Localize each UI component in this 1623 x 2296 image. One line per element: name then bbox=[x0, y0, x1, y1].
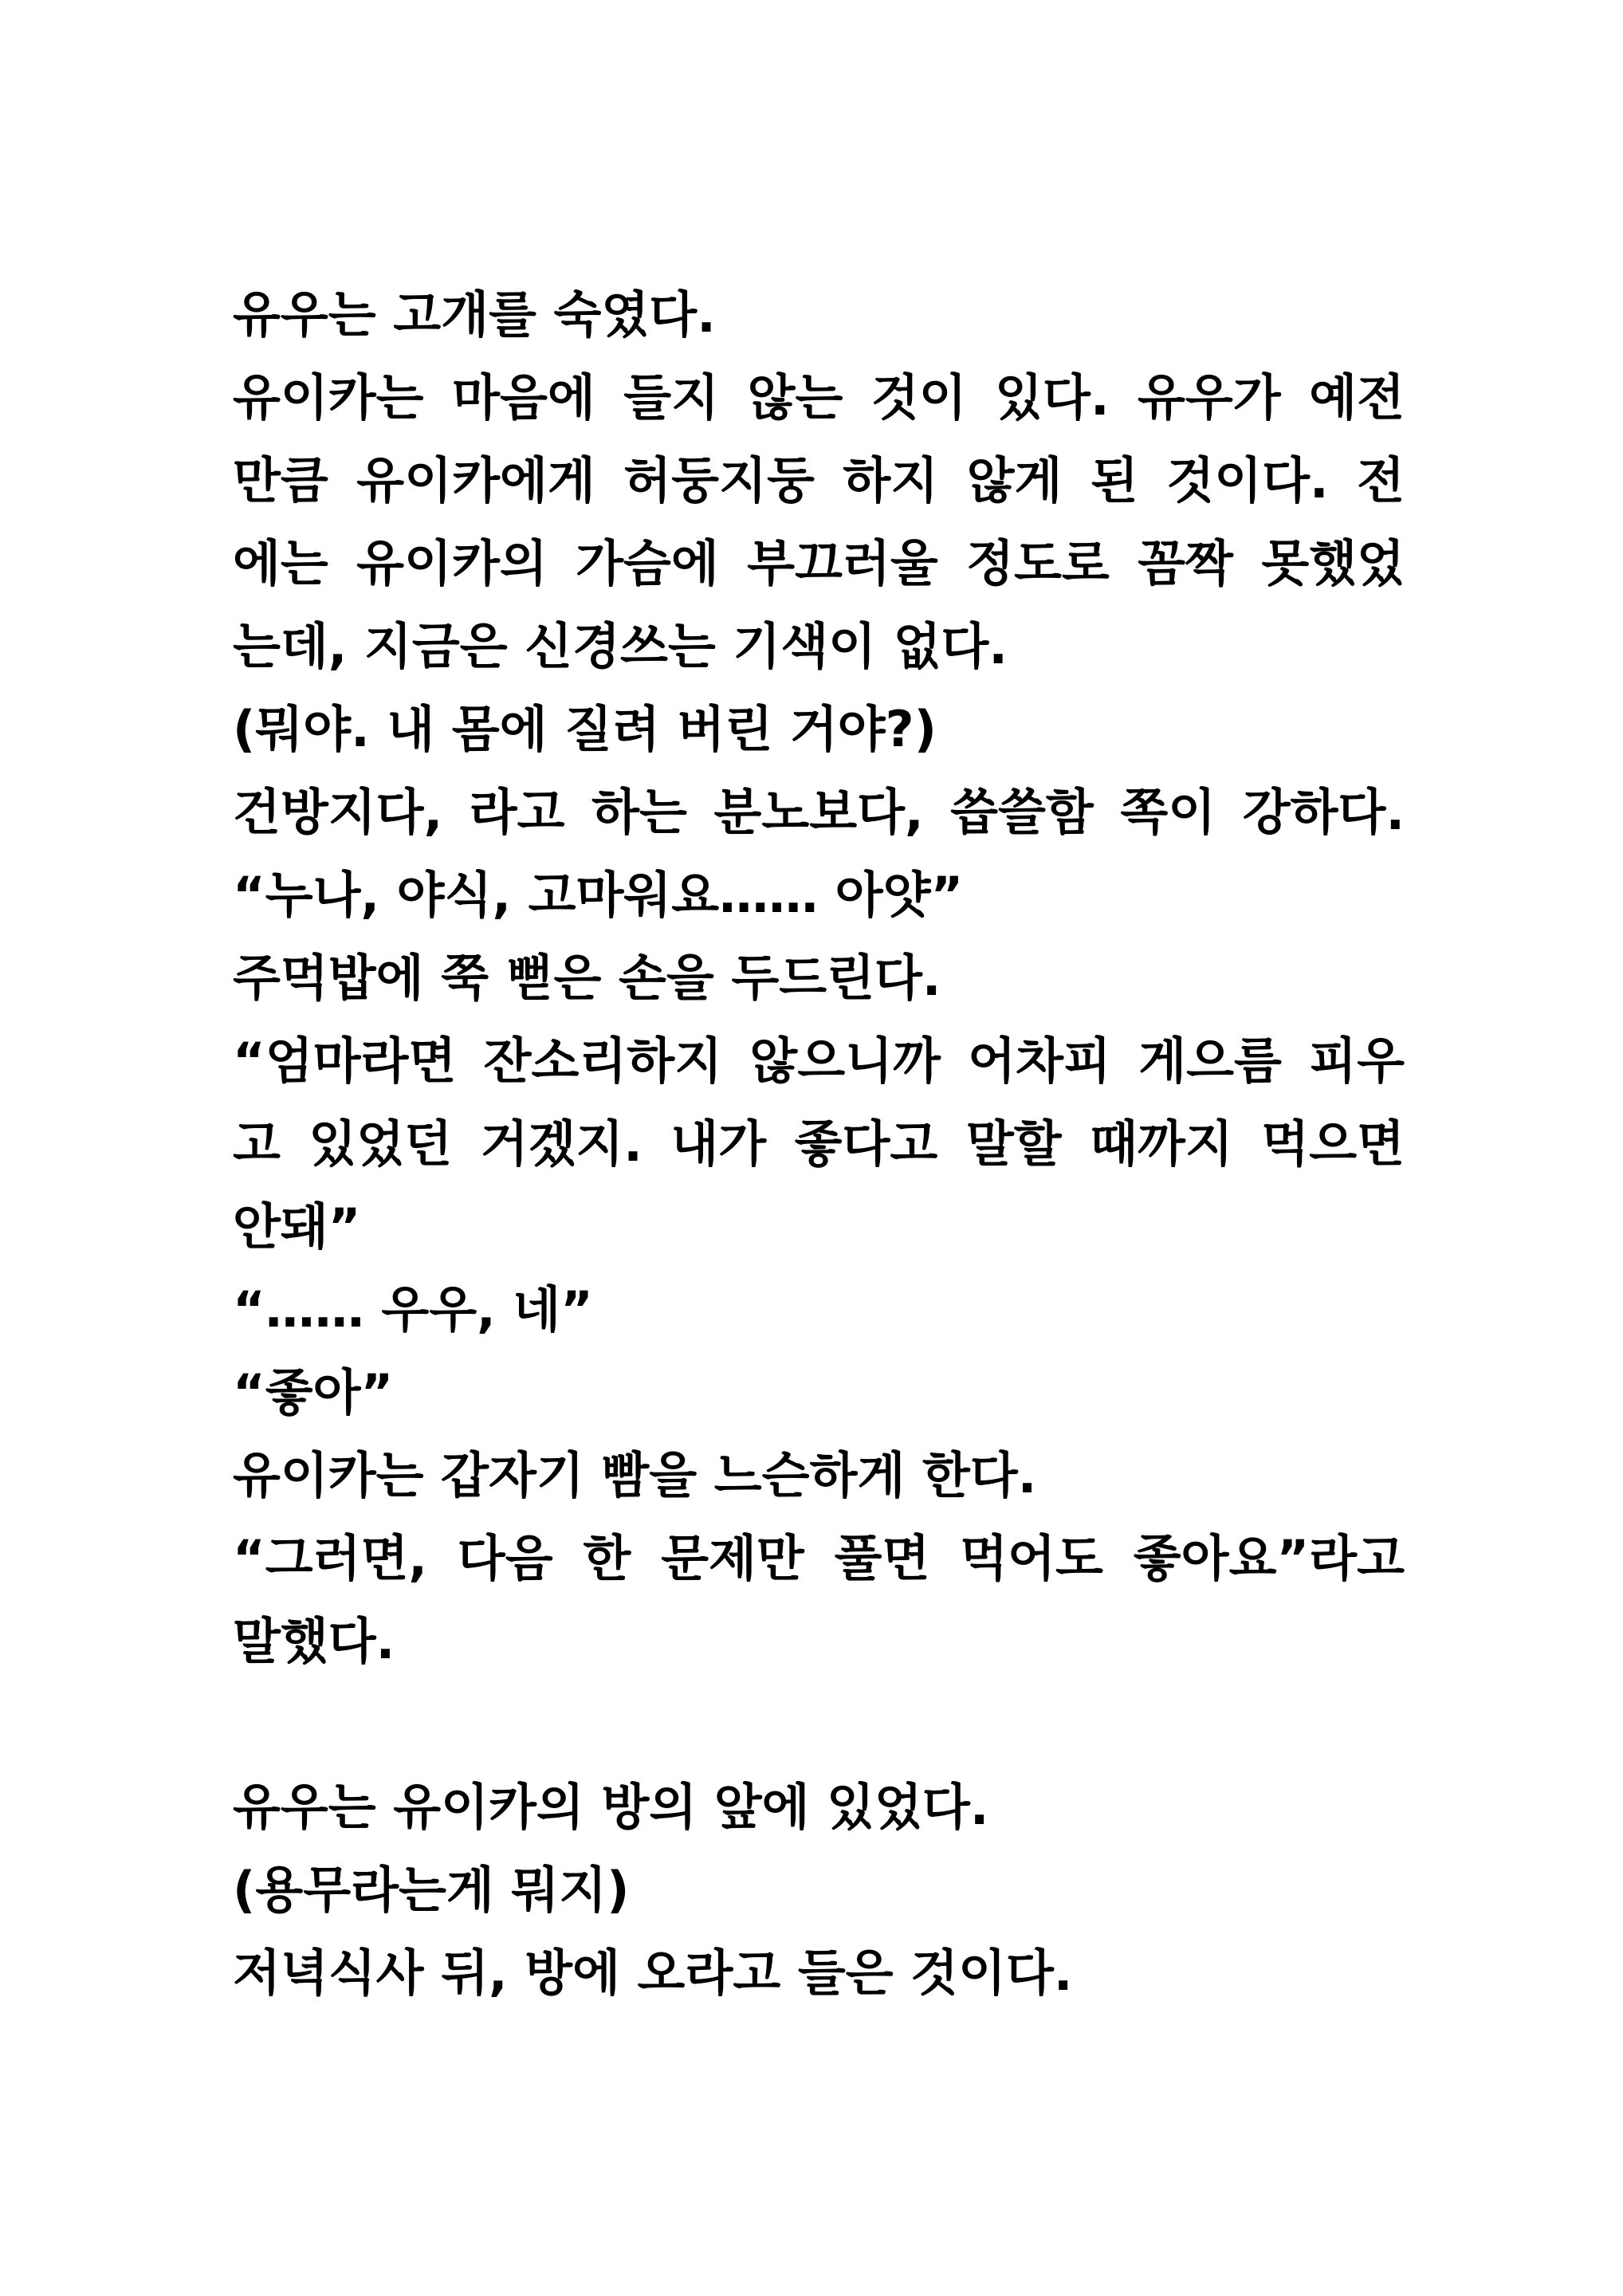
text-line: 유이카는 마음에 들지 않는 것이 있다. 유우가 예전 bbox=[233, 368, 1405, 427]
text-line: “그러면, 다음 한 문제만 풀면 먹어도 좋아요”라고 bbox=[233, 1529, 1405, 1587]
document-body bbox=[233, 273, 1405, 2015]
text-line: 유우는 유이카의 방의 앞에 있었다. bbox=[233, 1778, 989, 1836]
text-line: “엄마라면 잔소리하지 않으니까 어차피 게으름 피우 bbox=[233, 1032, 1405, 1090]
text-line: 저녁식사 뒤, 방에 오라고 들은 것이다. bbox=[233, 1944, 1073, 2002]
text-line: “…… 우우, 네” bbox=[233, 1280, 593, 1339]
text-line: (용무라는게 뭐지) bbox=[233, 1861, 630, 1919]
text-line: 건방지다, 라고 하는 분노보다, 씁쓸함 쪽이 강하다. bbox=[233, 783, 1405, 841]
text-line: 에는 유이카의 가슴에 부끄러울 정도로 꼼짝 못했었 bbox=[233, 534, 1405, 592]
text-line: 주먹밥에 쭉 뻗은 손을 두드린다. bbox=[233, 949, 941, 1007]
text-line: 는데, 지금은 신경쓰는 기색이 없다. bbox=[233, 617, 1008, 675]
text-line: 말했다. bbox=[233, 1612, 395, 1670]
text-line: 안돼” bbox=[233, 1197, 361, 1256]
text-line: 유이카는 갑자기 빰을 느슨하게 한다. bbox=[233, 1446, 1037, 1504]
text-line: 고 있었던 거겠지. 내가 좋다고 말할 때까지 먹으면 bbox=[233, 1115, 1405, 1173]
text-line: “누나, 야식, 고마워요…… 아얏” bbox=[233, 866, 964, 924]
text-line: “좋아” bbox=[233, 1363, 394, 1421]
text-line: (뭐야. 내 몸에 질려 버린 거야?) bbox=[233, 700, 937, 758]
text-line: 만큼 유이카에게 허둥지둥 하지 않게 된 것이다. 전 bbox=[233, 451, 1405, 509]
text-line: 유우는 고개를 숙였다. bbox=[233, 285, 716, 344]
paragraph-break bbox=[233, 1683, 1405, 1766]
